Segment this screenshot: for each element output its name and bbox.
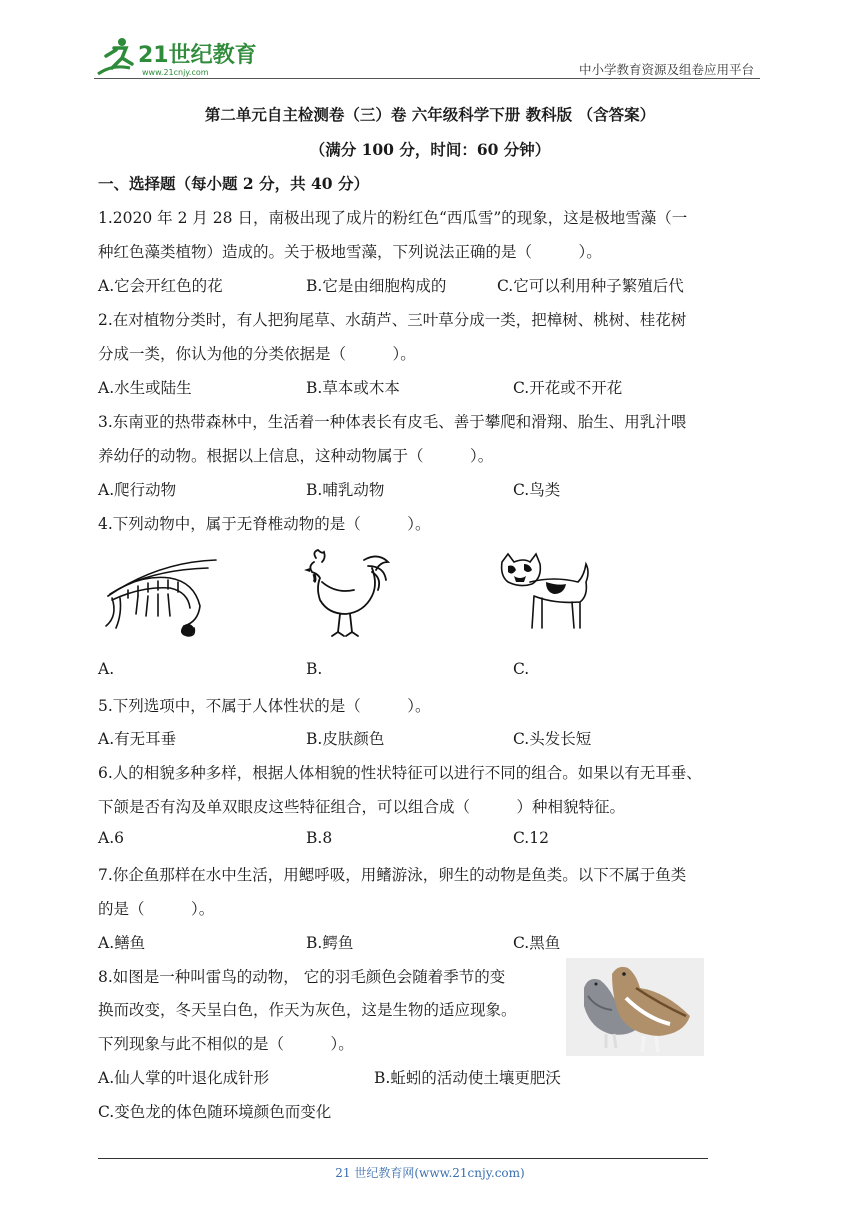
svg-text:www.21cnjy.com: www.21cnjy.com <box>142 68 209 77</box>
rooster-image <box>302 548 392 640</box>
page-title: 第二单元自主检测卷（三）卷 六年级科学下册 教科版 （含答案） <box>204 105 656 124</box>
q3-option-a: A.爬行动物 <box>98 481 177 499</box>
question-8-line-3: 下列现象与此不相似的是（ ）。 <box>98 1035 354 1053</box>
dog-image <box>494 552 594 636</box>
q6-option-a: A.6 <box>98 829 124 847</box>
question-1-line-2: 种红色藻类植物）造成的。关于极地雪藻，下列说法正确的是（ ）。 <box>98 243 602 261</box>
q8-option-b: B.蚯蚓的活动使土壤更肥沃 <box>374 1069 561 1087</box>
q4-option-a: A. <box>98 660 115 678</box>
question-4-line-1: 4.下列动物中，属于无脊椎动物的是（ ）。 <box>98 515 431 533</box>
q4-option-c: C. <box>513 660 530 678</box>
question-8-line-2: 换而改变，冬天呈白色，作天为灰色，这是生物的适应现象。 <box>98 1001 517 1019</box>
q8-option-c: C.变色龙的体色随环境颜色而变化 <box>98 1103 332 1121</box>
question-7-line-2: 的是（ ）。 <box>98 900 215 918</box>
site-logo <box>92 34 262 80</box>
q2-option-c: C.开花或不开花 <box>513 379 623 397</box>
q7-option-a: A.鳝鱼 <box>98 934 146 952</box>
section-heading: 一、选择题（每小题 2 分，共 40 分） <box>98 174 369 193</box>
q4-option-b: B. <box>306 660 323 678</box>
footer-text: 21 世纪教育网(www.21cnjy.com) <box>335 1166 525 1180</box>
q1-option-c: C.它可以利用种子繁殖后代 <box>497 277 684 295</box>
q1-option-a: A.它会开红色的花 <box>98 277 223 295</box>
question-2-line-2: 分成一类，你认为他的分类依据是（ ）。 <box>98 345 416 363</box>
q7-option-c: C.黑鱼 <box>513 934 561 952</box>
q2-option-b: B.草本或木本 <box>306 379 400 397</box>
question-5-line-1: 5.下列选项中，不属于人体性状的是（ ）。 <box>98 697 431 715</box>
q1-option-b: B.它是由细胞构成的 <box>306 277 447 295</box>
header-platform-text: 中小学教育资源及组卷应用平台 <box>578 62 754 77</box>
page-subtitle: （满分 100 分，时间：60 分钟） <box>309 140 551 159</box>
q5-option-a: A.有无耳垂 <box>98 730 177 748</box>
question-1-line-1: 1.2020 年 2 月 28 日，南极出现了成片的粉红色“西瓜雪”的现象，这是极地雪藻（一 <box>98 209 688 227</box>
q7-option-b: B.鳄鱼 <box>306 934 354 952</box>
q6-option-b: B.8 <box>306 829 333 847</box>
footer-divider <box>98 1158 708 1159</box>
q2-option-a: A.水生或陆生 <box>98 379 192 397</box>
header-divider <box>94 78 760 79</box>
question-3-line-1: 3.东南亚的热带森林中，生活着一种体表长有皮毛、善于攀爬和滑翔、胎生、用乳汁喂 <box>98 413 687 431</box>
q6-option-c: C.12 <box>513 829 549 847</box>
shrimp-image <box>98 556 218 640</box>
q3-option-b: B.哺乳动物 <box>306 481 385 499</box>
q5-option-c: C.头发长短 <box>513 730 592 748</box>
runner-icon <box>98 38 132 74</box>
question-7-line-1: 7.你企鱼那样在水中生活，用鳃呼吸，用鳍游泳，卵生的动物是鱼类。以下不属于鱼类 <box>98 866 687 884</box>
q5-option-b: B.皮肤颜色 <box>306 730 385 748</box>
question-6-line-1: 6.人的相貌多种多样，根据人体相貌的性状特征可以进行不同的组合。如果以有无耳垂、 <box>98 764 702 782</box>
ptarmigan-image <box>566 958 704 1056</box>
svg-text:21世纪教育: 21世纪教育 <box>138 43 257 68</box>
question-6-line-2: 下颌是否有沟及单双眼皮这些特征组合，可以组合成（ ）种相貌特征。 <box>98 798 626 816</box>
q8-option-a: A.仙人掌的叶退化成针形 <box>98 1069 270 1087</box>
question-2-line-1: 2.在对植物分类时，有人把狗尾草、水葫芦、三叶草分成一类，把樟树、桃树、桂花树 <box>98 311 687 329</box>
question-3-line-2: 养幼仔的动物。根据以上信息，这种动物属于（ ）。 <box>98 447 494 465</box>
q3-option-c: C.鸟类 <box>513 481 561 499</box>
question-8-line-1: 8.如图是一种叫雷鸟的动物， 它的羽毛颜色会随着季节的变 <box>98 968 506 986</box>
